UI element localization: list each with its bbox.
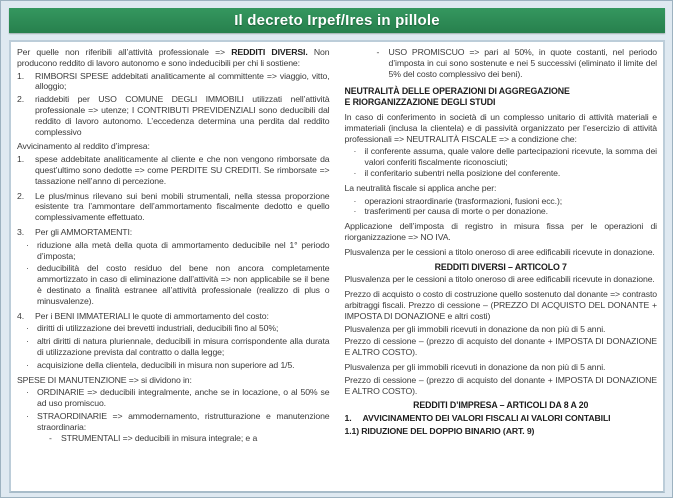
- right-column: [345, 47, 658, 487]
- text: Per i BENI IMMATERIALI le quote di ammortamento del costo:: [35, 310, 269, 321]
- text: REDDITI D’IMPRESA – ARTICOLI DA 8 A 20: [413, 400, 589, 411]
- text: RIMBORSI SPESE addebitati analiticamente al committente => viaggio, vitto, alloggio;: [35, 70, 330, 92]
- text: E RIORGANIZZAZIONE DEGLI STUDI: [344, 97, 496, 108]
- list-marker: 1.: [17, 154, 25, 165]
- bullet-item: [345, 196, 658, 207]
- text: spese addebitate analiticamente al cliente e che non vengono rimborsate da quest’ultimo sono dedotte => come PERDITE SU CREDITI. Se rimborsate => tassazione nell’anno di percezione.: [35, 154, 330, 186]
- list-marker: 2.: [17, 190, 25, 201]
- text: il conferente assuma, quale valore delle partecipazioni ricevute, la somma dei valori conferiti fiscalmente riconosciuti;: [364, 146, 657, 168]
- paragraph: [345, 362, 658, 373]
- text: USO PROMISCUO => pari al 50%, in quote costanti, nel periodo d’imposta in cui sono sostenute e nei 5 successivi (eliminato il limite del 5% del costo complessivo dei beni).: [388, 47, 657, 79]
- paragraph: [345, 221, 658, 243]
- paragraph: [17, 375, 330, 386]
- list-marker: 4.: [17, 310, 25, 321]
- text: SPESE DI MANUTENZIONE => si dividono in:: [17, 374, 192, 385]
- list-marker: ·: [353, 195, 357, 206]
- numbered-item: [17, 94, 330, 137]
- bullet-item: [17, 263, 330, 306]
- dash-item: [17, 433, 330, 444]
- bold-text: REDDITI DIVERSI.: [231, 47, 308, 57]
- paragraph: [345, 324, 658, 335]
- bold-text: AVVICINAMENTO DEI VALORI FISCALI AI VALORI CONTABILI: [362, 413, 611, 424]
- text: Prezzo di acquisto o costo di costruzione quello sostenuto dal donante => contrasto arbitraggi fiscali. Prezzo di cessione – (PREZZO DI ACQUISTO DEL DONANTE + IMPOSTA DI DONAZIONE e altri costi): [344, 289, 657, 321]
- paragraph: [345, 247, 658, 258]
- bullet-item: [345, 146, 658, 168]
- paragraph: [345, 183, 658, 194]
- bold-text: 1.1) RIDUZIONE DEL DOPPIO BINARIO (ART. 9): [344, 425, 535, 436]
- numbered-item: [17, 191, 330, 223]
- list-marker: ·: [26, 263, 29, 274]
- title-banner: [9, 8, 665, 33]
- list-marker: ·: [26, 359, 29, 370]
- text: trasferimenti per causa di morte o per donazione.: [364, 206, 548, 217]
- text: operazioni straordinarie (trasformazioni, fusioni ecc.);: [364, 195, 563, 206]
- bullet-item: [17, 360, 330, 371]
- text: La neutralità fiscale si applica anche per:: [344, 182, 497, 193]
- text: ORDINARIE => deducibili integralmente, anche se in locazione, o al 50% se ad uso promiscuo.: [37, 387, 330, 409]
- numbered-item: [17, 227, 330, 238]
- text: Prezzo di cessione – (prezzo di acquisto del donante + IMPOSTA DI DONAZIONE E ALTRO COSTO).: [344, 374, 657, 396]
- bullet-item: [345, 168, 658, 179]
- bullet-item: [17, 411, 330, 433]
- paragraph: [345, 375, 658, 397]
- numbered-item: [17, 311, 330, 322]
- text: In caso di conferimento in società di un complesso unitario di attività materiali e immateriali (inclusa la clientela) e di passività organizzato per l’esercizio di attività professionali => NEUTRALITÀ FISCALE => a condizione che:: [344, 111, 657, 144]
- section-heading-centered: [345, 262, 658, 273]
- dash-item: [345, 47, 658, 79]
- list-marker: ·: [353, 206, 357, 217]
- text: Applicazione dell’imposta di registro in misura fissa per le operazioni di riorganizzazione => NO IVA.: [344, 221, 657, 242]
- list-marker: 1.: [17, 70, 25, 81]
- list-marker: ·: [353, 167, 357, 178]
- text: riaddebiti per USO COMUNE DEGLI IMMOBILI utilizzati nell’attività professionale => utenze; I CONTRIBUTI PREVIDENZIALI sono deducibili dal reddito di lavoro autonomo. L’eccedenza determina una perdita dal reddito complessivo: [35, 94, 330, 137]
- text: STRAORDINARIE => ammodernamento, ristrutturazione e manutenzione straordinaria:: [37, 410, 330, 432]
- text: altri diritti di natura pluriennale, deducibili in misura corrispondente alla durata di utilizzazione prevista dal contratto o dalla legge;: [37, 336, 330, 357]
- paragraph: [345, 426, 658, 437]
- paragraph: [345, 289, 658, 321]
- text: Plusvalenza per gli immobili ricevuti in donazione da non più di 5 anni.: [344, 323, 606, 334]
- text: Avvicinamento al reddito d’impresa:: [17, 141, 150, 152]
- list-marker: ·: [353, 146, 357, 157]
- paragraph: [345, 336, 658, 358]
- text: riduzione alla metà della quota di ammortamento deducibile nel 1° periodo d’imposta;: [37, 239, 330, 261]
- text: REDDITI DIVERSI – ARTICOLO 7: [434, 261, 567, 272]
- text: STRUMENTALI => deducibili in misura integrale; e a: [61, 432, 258, 443]
- left-column: [17, 47, 330, 487]
- numbered-item: [17, 71, 330, 93]
- paragraph: [345, 274, 658, 285]
- list-marker: 1.: [344, 413, 352, 424]
- numbered-item: [345, 413, 658, 424]
- list-marker: ·: [26, 387, 29, 398]
- list-marker: -: [49, 432, 52, 443]
- list-marker: ·: [26, 323, 29, 334]
- text: Plusvalenza per le cessioni a titolo oneroso di aree edificabili ricevute in donazione.: [344, 246, 655, 257]
- text: il conferitario subentri nella posizione del conferente.: [364, 167, 561, 178]
- paragraph: [17, 47, 330, 69]
- paragraph: [345, 112, 658, 144]
- list-marker: -: [376, 47, 380, 57]
- list-marker: 3.: [17, 226, 25, 237]
- text: Per quelle non riferibili all’attività professionale =>: [17, 47, 232, 57]
- text: Non producono reddito di lavoro autonomo e sono indeducibili per chi li sostiene:: [17, 47, 330, 68]
- numbered-item: [17, 154, 330, 186]
- bullet-item: [17, 323, 330, 334]
- bullet-item: [17, 240, 330, 262]
- list-marker: ·: [26, 410, 29, 421]
- text: Plusvalenza per le cessioni a titolo oneroso di aree edificabili ricevute in donazione.: [344, 274, 655, 285]
- content-box: [9, 40, 665, 493]
- text: Plusvalenza per gli immobili ricevuti in donazione da non più di 5 anni.: [344, 361, 606, 372]
- text: NEUTRALITÀ DELLE OPERAZIONI DI AGGREGAZIONE: [344, 86, 570, 97]
- page-title: Il decreto Irpef/Ires in pillole: [234, 12, 440, 29]
- bullet-item: [17, 387, 330, 409]
- list-marker: 2.: [17, 94, 25, 105]
- text: diritti di utilizzazione dei brevetti industriali, deducibili fino al 50%;: [37, 323, 279, 334]
- text: deducibilità del costo residuo del bene non ancora completamente ammortizzato in caso di eliminazione dall’attività => non applicabile se il bene è destinato a finalità estranee all’attività professionale (realizzo di plus o minusvalenze).: [37, 263, 330, 306]
- text: Prezzo di cessione – (prezzo di acquisto del donante + IMPOSTA DI DONAZIONE E ALTRO COSTO).: [344, 336, 657, 358]
- bullet-item: [345, 206, 658, 217]
- paragraph: [17, 141, 330, 152]
- text: Per gli AMMORTAMENTI:: [35, 226, 133, 237]
- list-marker: ·: [26, 239, 29, 250]
- section-heading-centered: [345, 400, 658, 411]
- bullet-item: [17, 336, 330, 358]
- text: Le plus/minus rilevano sui beni mobili strumentali, nella stessa proporzione esistente tra l’ammontare dell’ammortamento fiscalmente dedotto e quello complessivamente effettuato.: [35, 190, 330, 223]
- list-marker: ·: [26, 336, 29, 347]
- text: acquisizione della clientela, deducibili in misura non superiore ad 1/5.: [37, 359, 295, 370]
- section-heading: [345, 86, 658, 108]
